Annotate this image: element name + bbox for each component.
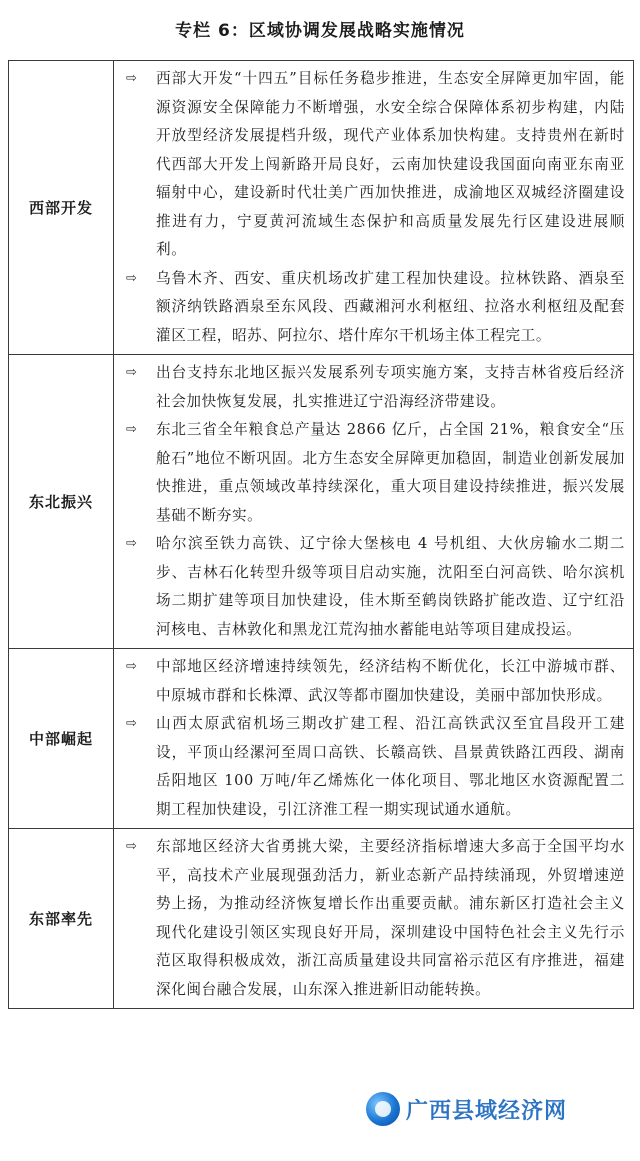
region-name: 东北振兴 [9, 355, 114, 649]
list-item [122, 359, 625, 416]
region-content [114, 829, 634, 1009]
region-content [114, 355, 634, 649]
region-name: 东部率先 [9, 829, 114, 1009]
list-item [122, 416, 625, 530]
region-strategy-table [8, 60, 634, 1009]
item-text: 中部地区经济增速持续领先，经济结构不断优化，长江中游城市群、中原城市群和长株潭、武汉等都市圈加快建设，美丽中部加快形成。 [156, 658, 625, 704]
hollow-right-arrow-icon: ⇨ [126, 365, 137, 380]
globe-logo-icon [366, 1092, 400, 1126]
list-item [122, 265, 625, 351]
watermark-text: 广西县域经济网 [406, 1098, 568, 1124]
hollow-right-arrow-icon: ⇨ [126, 422, 137, 437]
region-row [9, 355, 634, 649]
site-watermark [360, 1090, 573, 1128]
hollow-right-arrow-icon: ⇨ [126, 716, 137, 731]
item-text: 乌鲁木齐、西安、重庆机场改扩建工程加快建设。拉林铁路、酒泉至额济纳铁路酒泉至东风段、西藏湘河水利枢纽、拉洛水利枢纽及配套灌区工程，昭苏、阿拉尔、塔什库尔干机场主体工程完工。 [156, 269, 625, 344]
region-content [114, 61, 634, 355]
item-text: 东部地区经济大省勇挑大梁，主要经济指标增速大多高于全国平均水平，高技术产业展现强劲活力，新业态新产品持续涌现，外贸增速逆势上扬，为推动经济恢复增长作出重要贡献。浦东新区打造社会主义现代化建设引领区实现良好开局，深圳建设中国特色社会主义先行示范区取得积极成效，浙江高质量建设共同富裕示范区有序推进，福建深化闽台融合发展，山东深入推进新旧动能转换。 [156, 838, 625, 998]
item-text: 山西太原武宿机场三期改扩建工程、沿江高铁武汉至宜昌段开工建设，平顶山经漯河至周口高铁、长赣高铁、昌景黄铁路江西段、湖南岳阳地区 100 万吨/年乙烯炼化一体化项目、鄂北地区水资源配置二期工程加快建设，引江济淮工程一期实现试通水通航。 [156, 715, 625, 818]
table-body [9, 61, 634, 1009]
region-name: 中部崛起 [9, 649, 114, 829]
item-text: 东北三省全年粮食总产量达 2866 亿斤，占全国 21%，粮食安全“压舱石”地位不断巩固。北方生态安全屏障更加稳固，制造业创新发展加快推进，重点领域改革持续深化，重大项目建设持续推进，振兴发展基础不断夯实。 [156, 421, 625, 524]
region-content [114, 649, 634, 829]
item-text: 出台支持东北地区振兴发展系列专项实施方案，支持吉林省疫后经济社会加快恢复发展，扎实推进辽宁沿海经济带建设。 [156, 364, 625, 410]
list-item [122, 530, 625, 644]
region-row [9, 829, 634, 1009]
hollow-right-arrow-icon: ⇨ [126, 270, 137, 286]
list-item [122, 833, 625, 1004]
region-row [9, 61, 634, 355]
region-name: 西部开发 [9, 61, 114, 355]
item-text: 西部大开发“十四五”目标任务稳步推进，生态安全屏障更加牢固，能源资源安全保障能力不断增强，水安全综合保障体系初步构建，内陆开放型经济发展提档升级，现代产业体系加快构建。支持贵州在新时代西部大开发上闯新路开局良好，云南加快建设我国面向南亚东南亚辐射中心，建设新时代壮美广西加快推进，成渝地区双城经济圈建设推进有力，宁夏黄河流域生态保护和高质量发展先行区建设进展顺利。 [156, 70, 625, 258]
hollow-right-arrow-icon: ⇨ [126, 839, 137, 854]
list-item [122, 710, 625, 824]
hollow-right-arrow-icon: ⇨ [126, 659, 137, 674]
region-row [9, 649, 634, 829]
item-text: 哈尔滨至铁力高铁、辽宁徐大堡核电 4 号机组、大伙房输水二期二步、吉林石化转型升级等项目启动实施，沈阳至白河高铁、哈尔滨机场二期扩建等项目加快建设，佳木斯至鹤岗铁路扩能改造、辽宁红沿河核电、吉林敦化和黑龙江荒沟抽水蓄能电站等项目建成投运。 [156, 535, 625, 638]
page-title: 专栏 6：区域协调发展战略实施情况 [175, 20, 465, 41]
hollow-right-arrow-icon: ⇨ [126, 536, 137, 551]
list-item [122, 65, 625, 265]
hollow-right-arrow-icon: ⇨ [126, 71, 137, 86]
list-item [122, 653, 625, 710]
